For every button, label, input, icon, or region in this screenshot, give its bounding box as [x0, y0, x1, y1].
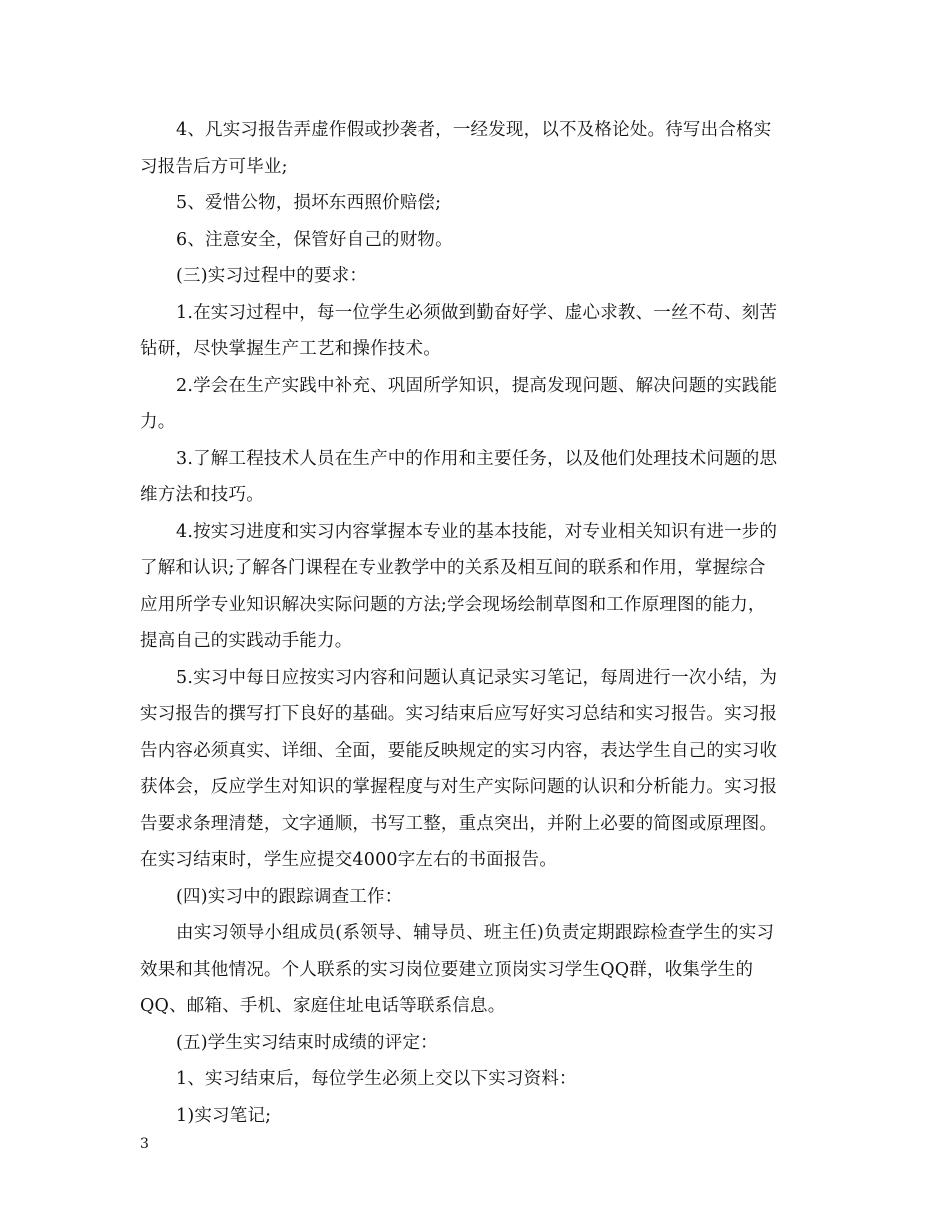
text-line: 4、凡实习报告弄虚作假或抄袭者，一经发现，以不及格论处。待写出合格实 — [176, 120, 772, 140]
text-line: (五)学生实习结束时成绩的评定： — [176, 1032, 438, 1053]
text-line: 钻研，尽快掌握生产工艺和操作技术。 — [140, 339, 441, 359]
text-line: QQ、邮箱、手机、家庭住址电话等联系信息。 — [140, 996, 506, 1016]
paragraph — [140, 915, 812, 1025]
paragraph — [140, 368, 812, 441]
section-heading — [140, 258, 812, 295]
text-line: 5、爱惜公物，损坏东西照价赔偿; — [176, 193, 442, 213]
text-line: 告要求条理清楚，文字通顺，书写工整，重点突出，并附上必要的简图或原理图。 — [140, 813, 778, 834]
paragraph — [140, 185, 812, 222]
text-line: 维方法和技巧。 — [140, 485, 264, 505]
paragraph — [140, 222, 812, 259]
paragraph — [140, 660, 812, 879]
page-number: 3 — [140, 1136, 149, 1152]
paragraph — [140, 514, 812, 660]
text-line: 5.实习中每日应按实习内容和问题认真记录实习笔记，每周进行一次小结，为 — [176, 667, 778, 688]
text-line: 提高自己的实践动手能力。 — [140, 631, 353, 651]
text-line: 4.按实习进度和实习内容掌握本专业的基本技能，对专业相关知识有进一步的 — [176, 521, 778, 542]
text-line: 3.了解工程技术人员在生产中的作用和主要任务，以及他们处理技术问题的思 — [176, 448, 778, 469]
text-line: (四)实习中的跟踪调查工作： — [176, 886, 403, 907]
text-line: 由实习领导小组成员(系领导、辅导员、班主任)负责定期跟踪检查学生的实习 — [176, 923, 775, 943]
text-line: 了解和认识;了解各门课程在专业教学中的关系及相互间的联系和作用，掌握综合 — [140, 558, 766, 578]
text-line: 1.在实习过程中，每一位学生必须做到勤奋好学、虚心求教、一丝不苟、刻苦 — [176, 302, 778, 323]
text-line: 实习报告的撰写打下良好的基础。实习结束后应写好实习总结和实习报告。实习报 — [140, 704, 778, 724]
text-line: 在实习结束时，学生应提交4000字左右的书面报告。 — [140, 850, 558, 870]
text-line: 2.学会在生产实践中补充、巩固所学知识，提高发现问题、解决问题的实践能 — [176, 375, 778, 396]
text-line: 1)实习笔记; — [176, 1105, 272, 1126]
paragraph — [140, 295, 812, 368]
paragraph — [140, 112, 812, 185]
text-line: (三)实习过程中的要求： — [176, 266, 368, 286]
text-line: 告内容必须真实、详细、全面，要能反映规定的实习内容，表达学生自己的实习收 — [140, 740, 778, 761]
text-line: 力。 — [140, 412, 176, 432]
section-heading — [140, 1025, 812, 1062]
text-line: 效果和其他情况。个人联系的实习岗位要建立顶岗实习学生QQ群，收集学生的 — [140, 959, 754, 980]
section-heading — [140, 879, 812, 916]
text-line: 习报告后方可毕业; — [140, 156, 288, 177]
text-line: 应用所学专业知识解决实际问题的方法;学会现场绘制草图和工作原理图的能力， — [140, 594, 766, 615]
paragraph — [140, 441, 812, 514]
paragraph — [140, 1061, 812, 1098]
text-line: 6、注意安全，保管好自己的财物。 — [176, 229, 453, 250]
text-line: 1、实习结束后，每位学生必须上交以下实习资料： — [176, 1069, 577, 1089]
document-body — [140, 112, 812, 1134]
paragraph — [140, 1098, 812, 1135]
text-line: 获体会，反应学生对知识的掌握程度与对生产实际问题的认识和分析能力。实习报 — [140, 777, 778, 797]
